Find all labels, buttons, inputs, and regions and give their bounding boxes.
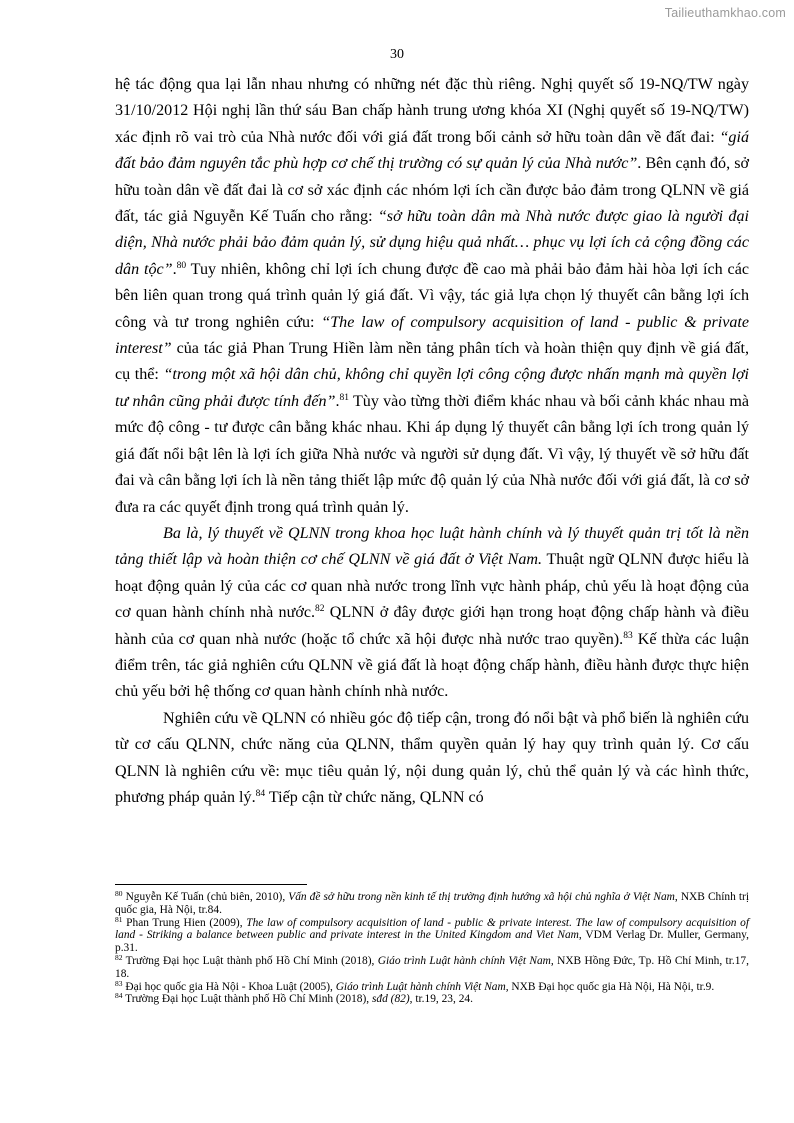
footnote-text: Phan Trung Hien (2009), [122, 916, 247, 929]
footnote-text: , VDM Verlag Dr. Muller, Germany, p.31. [115, 929, 749, 955]
text-run: Nghiên cứu về QLNN có nhiều góc độ tiếp cận, trong đó nổi bật và phổ biến là nghiên cứu từ cơ cấu QLNN, chức năng của QLNN, thẩm quyền quản lý hay quy trình quản lý. Cơ cấu QLNN là nghiên cứu về: mục tiêu quản lý, nội dung quản lý, chủ thể quản lý và các hình thức, phương pháp quản lý. [115, 709, 749, 806]
footnotes [115, 891, 749, 1006]
footnote-text: Trường Đại học Luật thành phố Hồ Chí Minh (2018), [122, 954, 378, 967]
footnote-81 [115, 914, 750, 955]
quote-phan-trung-hien: “trong một xã hội dân chủ, không chỉ quyền lợi công cộng được nhấn mạnh mà quyền lợi tư nhân cũng phải được tính đến” [115, 366, 750, 410]
footnote-ref-82[interactable]: 82 [315, 604, 325, 615]
footnote-ref-84[interactable]: 84 [255, 788, 266, 799]
text-run: QLNN ở đây được giới hạn trong hoạt động chấp hành và điều hành của cơ quan nhà nước (hoặc tổ chức xã hội được nhà nước trao quyền). [115, 604, 749, 648]
footnote-83 [115, 978, 749, 994]
paragraph-3 [115, 706, 749, 812]
footnote-ref-83[interactable]: 83 [623, 630, 633, 641]
text-run: Tuy nhiên, không chỉ lợi ích chung được đề cao mà phải bảo đảm hài hòa lợi ích các bên liên quan trong quá trình quản lý giá đất. Vì vậy, tác giả lựa chọn lý thuyết cân bằng lợi ích công và tư trong nghiên cứu: [115, 260, 749, 331]
footnote-text: NXB Hồng Đức, Tp. Hồ Chí Minh, tr.17, 18. [115, 954, 749, 980]
footnote-text: , NXB Chính trị quốc gia, Hà Nội, tr.84. [115, 891, 749, 916]
footnote-ref-81[interactable]: 81 [339, 392, 350, 403]
main-text [115, 72, 749, 811]
quote-nguyen-ke-tuan: “sở hữu toàn dân mà Nhà nước được giao là người đại diện, Nhà nước phải bảo đảm quản lý, sử dụng hiệu quả nhất… phục vụ lợi ích cả cộng đồng các dân tộc” [115, 208, 749, 278]
footnote-number: 82 [115, 952, 123, 962]
paragraph-1 [115, 72, 749, 521]
footnote-title: The law of compulsory acquisition of land - public & private interest. The law of compulsory acquisition of land - Striking a balance between public and private interest in the United Kingdom and Viet Nam [115, 916, 750, 942]
text-run: Kế thừa các luận điểm trên, tác giả nghiên cứu QLNN về giá đất là hoạt động chấp hành, điều hành được thực hiện chủ yếu bởi hệ thống cơ quan hành chính nhà nước. [115, 630, 749, 701]
footnote-title: sđd (82) [372, 993, 410, 1006]
footnote-title: Vấn đề sở hữu trong nền kinh tế thị trường định hướng xã hội chủ nghĩa ở Việt Nam [288, 891, 675, 903]
footnote-title: Giáo trình Luật hành chính Việt Nam, [377, 954, 554, 967]
footnote-number: 81 [115, 914, 123, 924]
paragraph-2 [115, 521, 749, 706]
footnote-number: 83 [115, 978, 123, 988]
text-run: Tùy vào từng thời điểm khác nhau và bối cảnh khác nhau mà mức độ công - tư được cân bằng khác nhau. Khi áp dụng lý thuyết cân bằng lợi ích trong quản lý giá đất nổi bật lên là lợi ích giữa Nhà nước và người sử dụng đất. Vì vậy, lý thuyết về sở hữu đất đai và cân bằng lợi ích là nền tảng thiết lập mức độ quản lý của Nhà nước đối với giá đất, là cơ sở đưa ra các quyết định trong quá trình quản lý. [115, 392, 749, 516]
text-run: . Bên cạnh đó, sở hữu toàn dân về đất đai là cơ sở xác định các nhóm lợi ích cần được bảo đảm trong QLNN về giá đất, tác giả Nguyễn Kế Tuấn cho rằng: [115, 155, 749, 226]
quote-resolution-19: “giá đất bảo đảm nguyên tắc phù hợp cơ chế thị trường có sự quản lý của Nhà nước” [115, 128, 749, 173]
footnote-title: Giáo trình Luật hành chính Việt Nam, [335, 980, 509, 993]
text-run: . [172, 260, 177, 278]
italic-heading-statement: Ba là, lý thuyết về QLNN trong khoa học luật hành chính và lý thuyết quản trị tốt là nền tảng thiết lập và hoàn thiện cơ chế QLNN về giá đất ở Việt Nam. [115, 524, 749, 569]
text-run: . [335, 392, 340, 410]
footnote-text: Nguyễn Kế Tuấn (chủ biên, 2010), [122, 891, 289, 903]
text-run: hệ tác động qua lại lẫn nhau nhưng có những nét đặc thù riêng. Nghị quyết số 19-NQ/TW ngày 31/10/2012 Hội nghị lần thứ sáu Ban chấp hành trung ương khóa XI (Nghị quyết số 19-NQ/TW) xác định rõ vai trò của Nhà nước đối với giá đất trong bối cảnh sở hữu toàn dân về đất đai: [115, 76, 749, 146]
quote-book-title: “The law of compulsory acquisition of land - public & private interest” [115, 313, 749, 358]
footnote-80 [115, 891, 749, 917]
text-run: của tác giả Phan Trung Hiền làm nền tảng phân tích và hoàn thiện quy định về giá đất, cụ thể: [115, 340, 749, 384]
watermark-text: Tailieuthamkhao.com [664, 6, 786, 20]
footnote-text: Đại học quốc gia Hà Nội - Khoa Luật (2005), [122, 980, 336, 993]
text-run: Thuật ngữ QLNN được hiểu là hoạt động quản lý của các cơ quan nhà nước trong lĩnh vực hành pháp, chủ yếu là hoạt động của cơ quan hành chính nhà nước. [115, 551, 749, 622]
footnote-text: Trường Đại học Luật thành phố Hồ Chí Minh (2018), [122, 993, 372, 1006]
footnote-text: NXB Đại học quốc gia Hà Nội, Hà Nội, tr.9. [508, 980, 715, 993]
footnote-84 [115, 993, 749, 1006]
footnote-82 [115, 952, 749, 981]
footnote-number: 80 [115, 889, 123, 898]
footnote-ref-80[interactable]: 80 [176, 260, 187, 271]
footnote-text: , tr.19, 23, 24. [409, 993, 473, 1006]
footnote-separator [115, 884, 307, 885]
page-number: 30 [390, 47, 404, 62]
footnote-number: 84 [115, 991, 123, 1001]
text-run: Tiếp cận từ chức năng, QLNN có [265, 788, 484, 806]
